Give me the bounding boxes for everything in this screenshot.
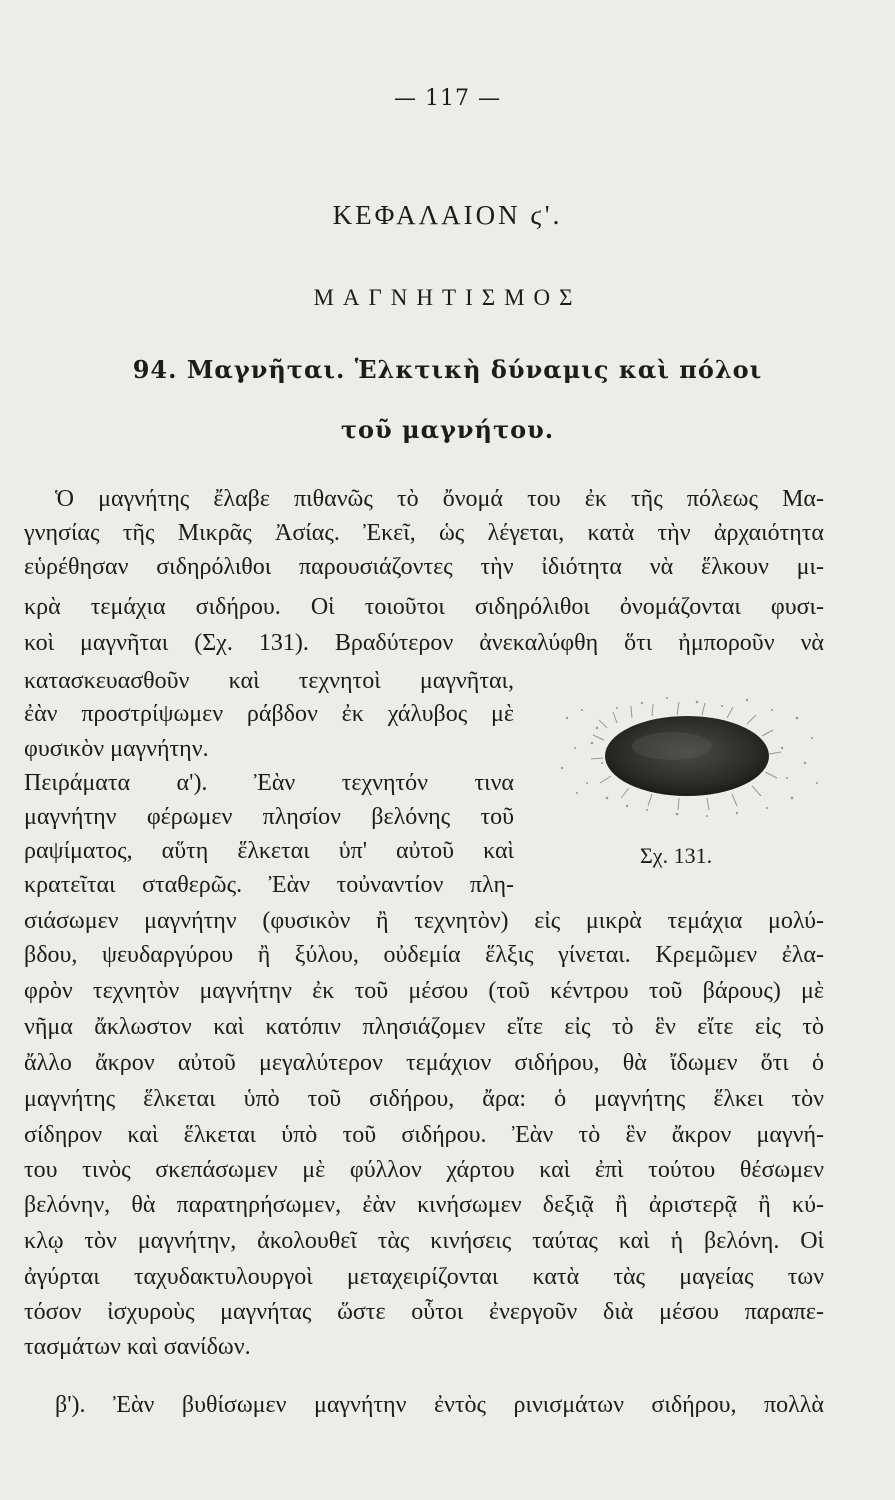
text-line: Πειράματα α'). Ἐὰν τεχνητόν τινα xyxy=(24,770,514,796)
text-line: μαγνήτην φέρωμεν πλησίον βελόνης τοῦ xyxy=(24,804,514,830)
figure-caption: Σχ. 131. xyxy=(640,843,713,868)
text-line: β'). Ἐὰν βυθίσωμεν μαγνήτην ἐντὸς ρινισμάτων σιδήρου, πολλὰ xyxy=(55,1392,824,1418)
text-line: κρατεῖται σταθερῶς. Ἐὰν τοὐναντίον πλη- xyxy=(24,872,514,898)
text-line: ἐὰν προστρίψωμεν ράβδον ἐκ χάλυβος μὲ xyxy=(24,701,514,727)
text-line: νῆμα ἄκλωστον καὶ κατόπιν πλησιάζομεν εἴτε εἰς τὸ ἓν εἴτε εἰς τὸ xyxy=(24,1014,824,1040)
text-line: του τινὸς σκεπάσωμεν μὲ φύλλον χάρτου καὶ ἐπὶ τούτου θέσωμεν xyxy=(24,1157,824,1183)
text-line: κλῳ τὸν μαγνήτην, ἀκολουθεῖ τὰς κινήσεις ταύτας καὶ ἡ βελόνη. Οἱ xyxy=(24,1228,824,1254)
text-line: φρὸν τεχνητὸν μαγνήτην ἐκ τοῦ μέσου (τοῦ κέντρου τοῦ βάρους) μὲ xyxy=(24,978,824,1004)
section-heading-cont: τοῦ μαγνήτου. xyxy=(340,415,555,444)
text-line: ἀγύρται ταχυδακτυλουργοὶ μεταχειρίζονται κατὰ τὰς μαγείας των xyxy=(24,1264,824,1290)
subject-title: ΜΑΓΝΗΤΙΣΜΟΣ xyxy=(313,285,582,310)
magnet-stone-icon xyxy=(547,688,827,828)
text-line: γνησίας τῆς Μικρᾶς Ἀσίας. Ἐκεῖ, ὡς λέγεται, κατὰ τὴν ἀρχαιότητα xyxy=(24,520,824,546)
text-line: εὑρέθησαν σιδηρόλιθοι παρουσιάζοντες τὴν ἰδιότητα νὰ ἕλκουν μι- xyxy=(24,554,824,580)
text-line: Ὁ μαγνήτης ἔλαβε πιθανῶς τὸ ὄνομά του ἐκ τῆς πόλεως Μα- xyxy=(55,486,824,512)
text-line: σίδηρον καὶ ἕλκεται ὑπὸ τοῦ σιδήρου. Ἐὰν τὸ ἓν ἄκρον μαγνή- xyxy=(24,1122,824,1148)
text-line: ραψίματος, αὕτη ἕλκεται ὑπ' αὐτοῦ καὶ xyxy=(24,838,514,864)
text-line: τασμάτων καὶ σανίδων. xyxy=(24,1334,251,1360)
text-line: κοὶ μαγνῆται (Σχ. 131). Βραδύτερον ἀνεκαλύφθη ὅτι ἠμποροῦν νὰ xyxy=(24,630,824,656)
text-line: ἄλλο ἄκρον αὐτοῦ μεγαλύτερον τεμάχιον σιδήρου, θὰ ἴδωμεν ὅτι ὁ xyxy=(24,1050,824,1076)
text-line: σιάσωμεν μαγνήτην (φυσικὸν ἢ τεχνητὸν) εἰς μικρὰ τεμάχια μολύ- xyxy=(24,908,824,934)
page-number: — 117 — xyxy=(394,86,501,111)
text-line: κατασκευασθοῦν καὶ τεχνητοὶ μαγνῆται, xyxy=(24,668,514,694)
text-line: βδου, ψευδαργύρου ἢ ξύλου, οὐδεμία ἕλξις γίνεται. Κρεμῶμεν ἐλα- xyxy=(24,942,824,968)
text-line: φυσικὸν μαγνήτην. xyxy=(24,736,209,762)
text-line: βελόνην, θὰ παρατηρήσωμεν, ἐὰν κινήσωμεν δεξιᾷ ἢ ἀριστερᾷ ἢ κύ- xyxy=(24,1192,824,1218)
chapter-title: ΚΕΦΑΛΑΙΟΝ ϛ'. xyxy=(332,200,563,230)
text-line: κρὰ τεμάχια σιδήρου. Οἱ τοιοῦτοι σιδηρόλιθοι ὀνομάζονται φυσι- xyxy=(24,594,824,620)
text-line: μαγνήτης ἕλκεται ὑπὸ τοῦ σιδήρου, ἄρα: ὁ μαγνήτης ἕλκει τὸν xyxy=(24,1086,824,1112)
natural-magnet-figure xyxy=(547,688,827,828)
text-line: τόσον ἰσχυροὺς μαγνήτας ὥστε οὗτοι ἐνεργοῦν διὰ μέσου παραπε- xyxy=(24,1299,824,1325)
section-heading: 94. Μαγνῆται. Ἑλκτικὴ δύναμις καὶ πόλοι xyxy=(132,355,763,384)
